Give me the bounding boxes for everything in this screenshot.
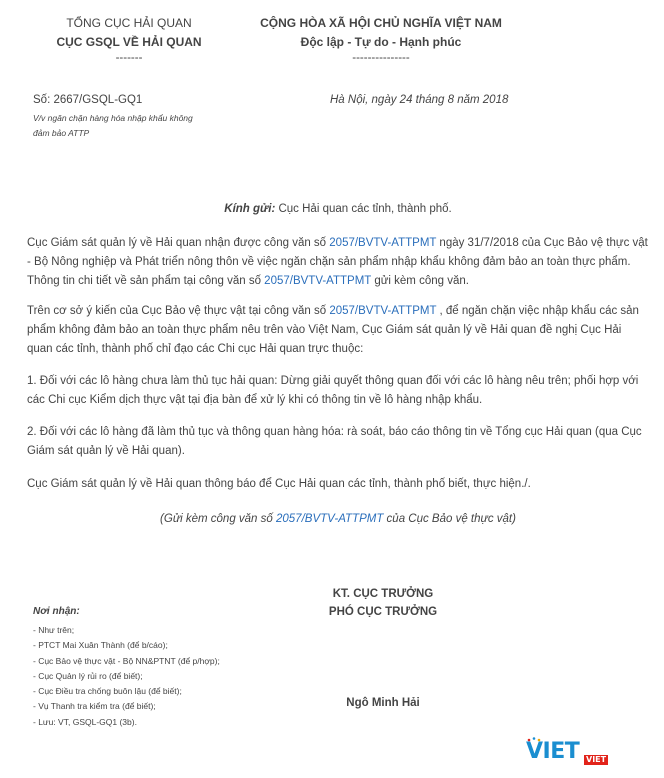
- country-name: CỘNG HÒA XÃ HỘI CHỦ NGHĨA VIỆT NAM: [260, 16, 502, 30]
- paragraph-3: 1. Đối với các lô hàng chưa làm thủ tục hải quan: Dừng giải quyết thông quan đối với các lô hàng nêu trên; phối hợp với các Chi cục Kiểm dịch thực vật tại địa bàn để xử lý khi có thông tin về lô hàng nhập khẩu.: [27, 375, 639, 406]
- recipients-list: [33, 623, 220, 730]
- vietnamnet-logo: [526, 736, 612, 768]
- list-item: - Cục Quản lý rủi ro (để biết);: [33, 670, 143, 681]
- p1-text-c: gửi kèm công văn.: [371, 275, 469, 287]
- doc-ref-link-1[interactable]: 2057/BVTV-ATTPMT: [329, 237, 437, 249]
- list-item: - Lưu: VT, GSQL-GQ1 (3b).: [33, 716, 137, 727]
- attachment-note: [27, 510, 649, 529]
- agency-name: TỔNG CỤC HẢI QUAN: [66, 16, 192, 30]
- department-name: CỤC GSQL VỀ HẢI QUAN: [56, 35, 202, 49]
- doc-ref-link-4[interactable]: 2057/BVTV-ATTPMT: [276, 513, 384, 525]
- document-number: Số: 2667/GSQL-GQ1: [33, 94, 143, 106]
- paragraph-4: 2. Đối với các lô hàng đã làm thủ tục và thông quan hàng hóa: rà soát, báo cáo thông tin về Tổng cục Hải quan (qua Cục Giám sát quản lý về Hải quan).: [27, 426, 642, 457]
- logo-sub-text: VIET: [586, 755, 607, 764]
- list-item: - Như trên;: [33, 625, 75, 635]
- national-motto: Độc lập - Tự do - Hạnh phúc: [300, 35, 462, 49]
- salutation: [27, 200, 649, 218]
- p1-text-b: ngày 31/7/2018 của Cục Bảo vệ thực vật - Bộ Nông nghiệp và Phát triển nông thôn về việc ngăn chặn sản phẩm nhập khẩu không đảm bảo an toàn thực phẩm. Thông tin chi tiết về sản phẩm tại công văn số: [27, 237, 648, 287]
- list-item: - PTCT Mai Xuân Thành (để b/cáo);: [33, 640, 168, 651]
- attach-text-b: của Cục Bảo vệ thực vật): [383, 513, 516, 525]
- salutation-recipient: Cục Hải quan các tỉnh, thành phố.: [275, 203, 452, 215]
- list-item: - Cục Bảo vệ thực vật - Bộ NN&PTNT (để p/hợp);: [33, 655, 220, 666]
- p2-text-a: Trên cơ sở ý kiến của Cục Bảo vệ thực vật tại công văn số: [27, 305, 330, 317]
- p2-text-b: , để ngăn chặn việc nhập khẩu các sản phẩm không đảm bảo an toàn thực phẩm nêu trên vào Việt Nam, Cục Giám sát quản lý về Hải quan đề nghị Cục Hải quan các tỉnh, thành phố chỉ đạo các Chi cục Hải quan trực thuộc:: [27, 305, 639, 355]
- paragraph-5: Cục Giám sát quản lý về Hải quan thông báo để Cục Hải quan các tỉnh, thành phố biết, thực hiện./.: [27, 478, 531, 490]
- subject-line-1: V/v ngăn chặn hàng hóa nhập khẩu không: [33, 113, 193, 123]
- place-date: Hà Nội, ngày 24 tháng 8 năm 2018: [330, 94, 509, 106]
- subject-line-2: đảm bảo ATTP: [33, 128, 90, 138]
- signature-position: PHÓ CỤC TRƯỞNG: [328, 606, 438, 618]
- signature-title: KT. CỤC TRƯỞNG: [332, 588, 434, 600]
- paragraph-2: [27, 302, 649, 359]
- salutation-label: Kính gửi:: [224, 203, 276, 215]
- attach-text-a: (Gửi kèm công văn số: [160, 513, 276, 525]
- list-item: - Vụ Thanh tra kiểm tra (để biết);: [33, 701, 156, 712]
- paragraph-1: [27, 234, 649, 291]
- doc-ref-link-2[interactable]: 2057/BVTV-ATTPMT: [264, 275, 372, 287]
- signer-name: Ngô Minh Hải: [346, 697, 420, 709]
- p1-text-a: Cục Giám sát quản lý về Hải quan nhận được công văn số: [27, 237, 330, 249]
- doc-ref-link-3[interactable]: 2057/BVTV-ATTPMT: [329, 305, 437, 317]
- agency-divider: -------: [115, 52, 143, 64]
- list-item: - Cục Điều tra chống buôn lậu (để biết);: [33, 686, 182, 697]
- recipients-title: Nơi nhận:: [33, 606, 80, 617]
- motto-divider: ---------------: [352, 52, 410, 64]
- logo-main-text: VIET: [526, 739, 580, 764]
